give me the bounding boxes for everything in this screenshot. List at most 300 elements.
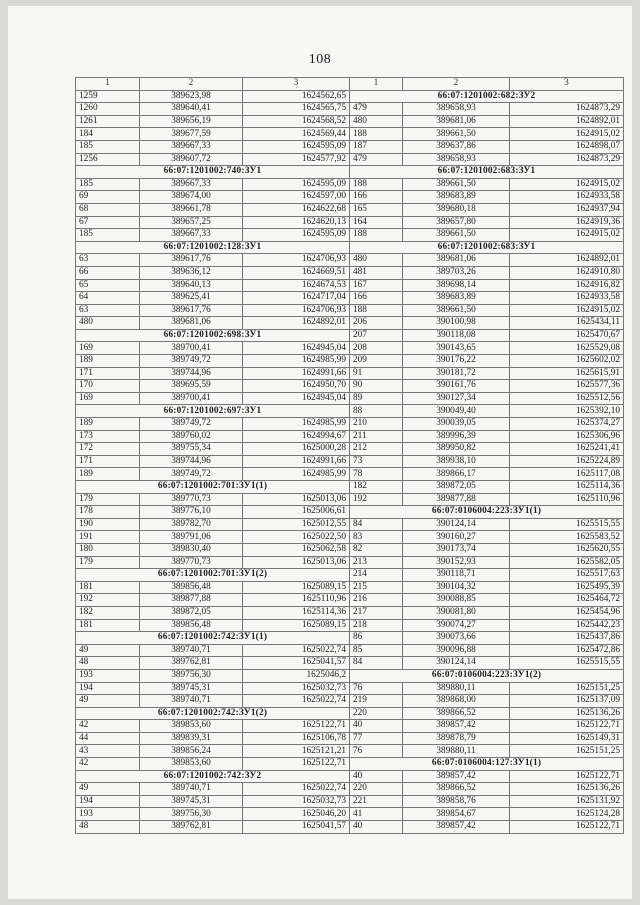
y-coordinate-cell: 1624706,93 bbox=[243, 254, 350, 267]
y-coordinate-cell: 1625615,91 bbox=[510, 367, 624, 380]
table-row bbox=[350, 795, 624, 808]
x-coordinate-cell: 390160,27 bbox=[403, 531, 510, 544]
y-coordinate-cell: 1624873,29 bbox=[510, 103, 624, 116]
y-coordinate-cell: 1625472,86 bbox=[510, 644, 624, 657]
table-row bbox=[76, 266, 350, 279]
point-number-cell: 78 bbox=[350, 468, 403, 481]
parcel-heading-row bbox=[76, 770, 350, 783]
y-coordinate-cell: 1624898,07 bbox=[510, 140, 624, 153]
x-coordinate-cell: 390074,27 bbox=[403, 619, 510, 632]
y-coordinate-cell: 1624892,01 bbox=[510, 115, 624, 128]
x-coordinate-cell: 389938,10 bbox=[403, 455, 510, 468]
table-row bbox=[350, 695, 624, 708]
table-row bbox=[76, 657, 350, 670]
x-coordinate-cell: 389950,82 bbox=[403, 443, 510, 456]
y-coordinate-cell: 1625437,86 bbox=[510, 632, 624, 645]
table-row bbox=[350, 821, 624, 834]
x-coordinate-cell: 389856,48 bbox=[140, 581, 243, 594]
x-coordinate-cell: 390124,14 bbox=[403, 518, 510, 531]
y-coordinate-cell: 1625442,23 bbox=[510, 619, 624, 632]
table-row bbox=[76, 531, 350, 544]
y-coordinate-cell: 1624669,51 bbox=[243, 266, 350, 279]
x-coordinate-cell: 389791,06 bbox=[140, 531, 243, 544]
point-number-cell: 86 bbox=[350, 632, 403, 645]
table-row bbox=[76, 229, 350, 242]
y-coordinate-cell: 1624620,13 bbox=[243, 216, 350, 229]
table-header-row bbox=[76, 78, 350, 91]
point-number-cell: 40 bbox=[350, 720, 403, 733]
point-number-cell: 88 bbox=[350, 405, 403, 418]
coordinates-table-right bbox=[349, 77, 624, 834]
x-coordinate-cell: 389744,96 bbox=[140, 455, 243, 468]
point-number-cell: 220 bbox=[350, 707, 403, 720]
table-row bbox=[76, 644, 350, 657]
point-number-cell: 479 bbox=[350, 153, 403, 166]
x-coordinate-cell: 389674,00 bbox=[140, 191, 243, 204]
point-number-cell: 481 bbox=[350, 266, 403, 279]
point-number-cell: 69 bbox=[76, 191, 140, 204]
point-number-cell: 179 bbox=[76, 556, 140, 569]
point-number-cell: 220 bbox=[350, 783, 403, 796]
x-coordinate-cell: 389661,50 bbox=[403, 304, 510, 317]
point-number-cell: 214 bbox=[350, 569, 403, 582]
x-coordinate-cell: 389658,93 bbox=[403, 153, 510, 166]
y-coordinate-cell: 1625374,27 bbox=[510, 418, 624, 431]
table-row bbox=[76, 279, 350, 292]
y-coordinate-cell: 1625114,36 bbox=[243, 606, 350, 619]
x-coordinate-cell: 390100,98 bbox=[403, 317, 510, 330]
point-number-cell: 1261 bbox=[76, 115, 140, 128]
y-coordinate-cell: 1625110,96 bbox=[243, 594, 350, 607]
table-row bbox=[350, 493, 624, 506]
y-coordinate-cell: 1624985,99 bbox=[243, 355, 350, 368]
table-row bbox=[76, 606, 350, 619]
x-coordinate-cell: 389745,31 bbox=[140, 682, 243, 695]
x-coordinate-cell: 389661,78 bbox=[140, 203, 243, 216]
point-number-cell: 188 bbox=[350, 304, 403, 317]
y-coordinate-cell: 1625106,78 bbox=[243, 732, 350, 745]
x-coordinate-cell: 389636,12 bbox=[140, 266, 243, 279]
x-coordinate-cell: 389681,06 bbox=[403, 254, 510, 267]
point-number-cell: 49 bbox=[76, 783, 140, 796]
point-number-cell: 189 bbox=[76, 418, 140, 431]
point-number-cell: 479 bbox=[350, 103, 403, 116]
table-row bbox=[76, 695, 350, 708]
table-row bbox=[350, 518, 624, 531]
x-coordinate-cell: 389996,39 bbox=[403, 430, 510, 443]
table-row bbox=[76, 103, 350, 116]
x-coordinate-cell: 389683,89 bbox=[403, 191, 510, 204]
point-number-cell: 48 bbox=[76, 821, 140, 834]
point-number-cell: 84 bbox=[350, 657, 403, 670]
y-coordinate-cell: 1625012,55 bbox=[243, 518, 350, 531]
column-number-cell: 2 bbox=[140, 78, 243, 91]
x-coordinate-cell: 390161,76 bbox=[403, 380, 510, 393]
table-row bbox=[350, 543, 624, 556]
y-coordinate-cell: 1624597,00 bbox=[243, 191, 350, 204]
y-coordinate-cell: 1625089,15 bbox=[243, 619, 350, 632]
y-coordinate-cell: 1625602,02 bbox=[510, 355, 624, 368]
x-coordinate-cell: 389866,52 bbox=[403, 783, 510, 796]
x-coordinate-cell: 389880,11 bbox=[403, 682, 510, 695]
y-coordinate-cell: 1625149,31 bbox=[510, 732, 624, 745]
y-coordinate-cell: 1625151,25 bbox=[510, 682, 624, 695]
point-number-cell: 480 bbox=[350, 254, 403, 267]
x-coordinate-cell: 389868,00 bbox=[403, 695, 510, 708]
x-coordinate-cell: 389878,79 bbox=[403, 732, 510, 745]
y-coordinate-cell: 1624991,66 bbox=[243, 367, 350, 380]
x-coordinate-cell: 390096,88 bbox=[403, 644, 510, 657]
y-coordinate-cell: 1625032,73 bbox=[243, 795, 350, 808]
point-number-cell: 190 bbox=[76, 518, 140, 531]
point-number-cell: 49 bbox=[76, 695, 140, 708]
y-coordinate-cell: 1624945,04 bbox=[243, 342, 350, 355]
y-coordinate-cell: 1624991,66 bbox=[243, 455, 350, 468]
table-row bbox=[76, 443, 350, 456]
table-row bbox=[76, 468, 350, 481]
parcel-heading-row bbox=[350, 669, 624, 682]
x-coordinate-cell: 390039,05 bbox=[403, 418, 510, 431]
y-coordinate-cell: 1624577,92 bbox=[243, 153, 350, 166]
table-row bbox=[76, 216, 350, 229]
y-coordinate-cell: 1625122,71 bbox=[510, 720, 624, 733]
point-number-cell: 194 bbox=[76, 682, 140, 695]
point-number-cell: 181 bbox=[76, 581, 140, 594]
table-row bbox=[350, 229, 624, 242]
table-row bbox=[76, 430, 350, 443]
parcel-heading-row bbox=[350, 241, 624, 254]
parcel-cadastral-number: 66:07:1201002:683:ЗУ1 bbox=[350, 166, 624, 179]
parcel-heading-row bbox=[76, 632, 350, 645]
point-number-cell: 64 bbox=[76, 292, 140, 305]
table-row bbox=[350, 657, 624, 670]
point-number-cell: 212 bbox=[350, 443, 403, 456]
y-coordinate-cell: 1625046,2 bbox=[243, 669, 350, 682]
x-coordinate-cell: 389640,41 bbox=[140, 103, 243, 116]
x-coordinate-cell: 389756,30 bbox=[140, 808, 243, 821]
x-coordinate-cell: 389637,86 bbox=[403, 140, 510, 153]
point-number-cell: 170 bbox=[76, 380, 140, 393]
parcel-cadastral-number: 66:07:0106004:223:ЗУ1(1) bbox=[350, 506, 624, 519]
x-coordinate-cell: 389839,31 bbox=[140, 732, 243, 745]
column-number-cell: 1 bbox=[76, 78, 140, 91]
x-coordinate-cell: 389858,76 bbox=[403, 795, 510, 808]
point-number-cell: 211 bbox=[350, 430, 403, 443]
x-coordinate-cell: 389658,93 bbox=[403, 103, 510, 116]
y-coordinate-cell: 1624915,02 bbox=[510, 229, 624, 242]
point-number-cell: 42 bbox=[76, 758, 140, 771]
table-row bbox=[350, 115, 624, 128]
table-row bbox=[350, 632, 624, 645]
table-row bbox=[350, 745, 624, 758]
table-row bbox=[350, 594, 624, 607]
point-number-cell: 178 bbox=[76, 506, 140, 519]
y-coordinate-cell: 1624933,58 bbox=[510, 191, 624, 204]
y-coordinate-cell: 1624933,58 bbox=[510, 292, 624, 305]
point-number-cell: 188 bbox=[350, 128, 403, 141]
y-coordinate-cell: 1625224,89 bbox=[510, 455, 624, 468]
x-coordinate-cell: 389661,50 bbox=[403, 178, 510, 191]
x-coordinate-cell: 389661,50 bbox=[403, 229, 510, 242]
table-row bbox=[76, 355, 350, 368]
y-coordinate-cell: 1624919,36 bbox=[510, 216, 624, 229]
parcel-cadastral-number: 66:07:1201002:682:ЗУ2 bbox=[350, 90, 624, 103]
x-coordinate-cell: 389866,52 bbox=[403, 707, 510, 720]
x-coordinate-cell: 389625,41 bbox=[140, 292, 243, 305]
y-coordinate-cell: 1624950,70 bbox=[243, 380, 350, 393]
table-row bbox=[76, 115, 350, 128]
table-row bbox=[350, 380, 624, 393]
table-row bbox=[76, 745, 350, 758]
x-coordinate-cell: 389681,06 bbox=[403, 115, 510, 128]
table-row bbox=[350, 418, 624, 431]
y-coordinate-cell: 1625022,74 bbox=[243, 695, 350, 708]
x-coordinate-cell: 389770,73 bbox=[140, 556, 243, 569]
y-coordinate-cell: 1624915,02 bbox=[510, 178, 624, 191]
x-coordinate-cell: 389749,72 bbox=[140, 355, 243, 368]
point-number-cell: 480 bbox=[76, 317, 140, 330]
y-coordinate-cell: 1625495,39 bbox=[510, 581, 624, 594]
point-number-cell: 83 bbox=[350, 531, 403, 544]
point-number-cell: 171 bbox=[76, 367, 140, 380]
x-coordinate-cell: 389740,71 bbox=[140, 644, 243, 657]
y-coordinate-cell: 1625131,92 bbox=[510, 795, 624, 808]
x-coordinate-cell: 389762,81 bbox=[140, 657, 243, 670]
x-coordinate-cell: 389745,31 bbox=[140, 795, 243, 808]
x-coordinate-cell: 390104,32 bbox=[403, 581, 510, 594]
y-coordinate-cell: 1625470,67 bbox=[510, 329, 624, 342]
point-number-cell: 192 bbox=[76, 594, 140, 607]
point-number-cell: 63 bbox=[76, 304, 140, 317]
table-row bbox=[350, 355, 624, 368]
y-coordinate-cell: 1625114,36 bbox=[510, 481, 624, 494]
table-row bbox=[76, 506, 350, 519]
x-coordinate-cell: 389657,25 bbox=[140, 216, 243, 229]
point-number-cell: 167 bbox=[350, 279, 403, 292]
point-number-cell: 41 bbox=[350, 808, 403, 821]
point-number-cell: 90 bbox=[350, 380, 403, 393]
parcel-heading-row bbox=[76, 707, 350, 720]
point-number-cell: 179 bbox=[76, 493, 140, 506]
y-coordinate-cell: 1625137,09 bbox=[510, 695, 624, 708]
point-number-cell: 169 bbox=[76, 342, 140, 355]
x-coordinate-cell: 389856,48 bbox=[140, 619, 243, 632]
x-coordinate-cell: 389623,98 bbox=[140, 90, 243, 103]
y-coordinate-cell: 1625136,26 bbox=[510, 783, 624, 796]
point-number-cell: 49 bbox=[76, 644, 140, 657]
parcel-heading-row bbox=[76, 481, 350, 494]
table-row bbox=[350, 619, 624, 632]
point-number-cell: 208 bbox=[350, 342, 403, 355]
parcel-cadastral-number: 66:07:1201002:697:ЗУ1 bbox=[76, 405, 350, 418]
y-coordinate-cell: 1624595,09 bbox=[243, 229, 350, 242]
y-coordinate-cell: 1625122,71 bbox=[243, 720, 350, 733]
y-coordinate-cell: 1624945,04 bbox=[243, 392, 350, 405]
y-coordinate-cell: 1625512,56 bbox=[510, 392, 624, 405]
x-coordinate-cell: 389700,41 bbox=[140, 342, 243, 355]
y-coordinate-cell: 1624892,01 bbox=[510, 254, 624, 267]
parcel-heading-row bbox=[350, 166, 624, 179]
y-coordinate-cell: 1625454,96 bbox=[510, 606, 624, 619]
table-row bbox=[350, 140, 624, 153]
parcel-heading-row bbox=[350, 758, 624, 771]
y-coordinate-cell: 1625046,20 bbox=[243, 808, 350, 821]
table-row bbox=[350, 581, 624, 594]
table-row bbox=[350, 367, 624, 380]
y-coordinate-cell: 1625124,28 bbox=[510, 808, 624, 821]
point-number-cell: 42 bbox=[76, 720, 140, 733]
x-coordinate-cell: 389877,88 bbox=[140, 594, 243, 607]
table-row bbox=[350, 178, 624, 191]
table-row bbox=[76, 191, 350, 204]
table-row bbox=[76, 418, 350, 431]
x-coordinate-cell: 389877,88 bbox=[403, 493, 510, 506]
parcel-cadastral-number: 66:07:1201002:742:ЗУ1(2) bbox=[76, 707, 350, 720]
table-row bbox=[350, 191, 624, 204]
table-row bbox=[76, 203, 350, 216]
y-coordinate-cell: 1625110,96 bbox=[510, 493, 624, 506]
x-coordinate-cell: 390152,93 bbox=[403, 556, 510, 569]
parcel-cadastral-number: 66:07:0106004:127:ЗУ1(1) bbox=[350, 758, 624, 771]
x-coordinate-cell: 389657,80 bbox=[403, 216, 510, 229]
x-coordinate-cell: 389667,33 bbox=[140, 178, 243, 191]
table-row bbox=[350, 292, 624, 305]
table-header-row bbox=[350, 78, 624, 91]
x-coordinate-cell: 390118,08 bbox=[403, 329, 510, 342]
table-row bbox=[350, 808, 624, 821]
y-coordinate-cell: 1625041,57 bbox=[243, 657, 350, 670]
column-number-cell: 3 bbox=[243, 78, 350, 91]
x-coordinate-cell: 389681,06 bbox=[140, 317, 243, 330]
table-row bbox=[76, 392, 350, 405]
y-coordinate-cell: 1624595,09 bbox=[243, 178, 350, 191]
point-number-cell: 66 bbox=[76, 266, 140, 279]
x-coordinate-cell: 389872,05 bbox=[403, 481, 510, 494]
y-coordinate-cell: 1624985,99 bbox=[243, 468, 350, 481]
point-number-cell: 76 bbox=[350, 682, 403, 695]
table-row bbox=[76, 821, 350, 834]
y-coordinate-cell: 1625062,58 bbox=[243, 543, 350, 556]
table-row bbox=[350, 569, 624, 582]
point-number-cell: 40 bbox=[350, 770, 403, 783]
x-coordinate-cell: 389782,70 bbox=[140, 518, 243, 531]
x-coordinate-cell: 389640,13 bbox=[140, 279, 243, 292]
y-coordinate-cell: 1624985,99 bbox=[243, 418, 350, 431]
point-number-cell: 185 bbox=[76, 140, 140, 153]
y-coordinate-cell: 1625013,06 bbox=[243, 493, 350, 506]
y-coordinate-cell: 1625151,25 bbox=[510, 745, 624, 758]
point-number-cell: 166 bbox=[350, 292, 403, 305]
table-row bbox=[350, 216, 624, 229]
parcel-cadastral-number: 66:07:1201002:742:ЗУ2 bbox=[76, 770, 350, 783]
y-coordinate-cell: 1625117,08 bbox=[510, 468, 624, 481]
x-coordinate-cell: 389661,50 bbox=[403, 128, 510, 141]
x-coordinate-cell: 389617,76 bbox=[140, 254, 243, 267]
y-coordinate-cell: 1625515,55 bbox=[510, 657, 624, 670]
x-coordinate-cell: 390088,85 bbox=[403, 594, 510, 607]
point-number-cell: 91 bbox=[350, 367, 403, 380]
point-number-cell: 65 bbox=[76, 279, 140, 292]
point-number-cell: 73 bbox=[350, 455, 403, 468]
table-row bbox=[76, 758, 350, 771]
table-row bbox=[350, 443, 624, 456]
point-number-cell: 188 bbox=[350, 229, 403, 242]
x-coordinate-cell: 389667,33 bbox=[140, 140, 243, 153]
parcel-cadastral-number: 66:07:1201002:683:ЗУ1 bbox=[350, 241, 624, 254]
x-coordinate-cell: 389755,34 bbox=[140, 443, 243, 456]
y-coordinate-cell: 1624915,02 bbox=[510, 304, 624, 317]
point-number-cell: 44 bbox=[76, 732, 140, 745]
x-coordinate-cell: 389677,59 bbox=[140, 128, 243, 141]
x-coordinate-cell: 389872,05 bbox=[140, 606, 243, 619]
x-coordinate-cell: 389617,76 bbox=[140, 304, 243, 317]
x-coordinate-cell: 390181,72 bbox=[403, 367, 510, 380]
x-coordinate-cell: 389856,24 bbox=[140, 745, 243, 758]
y-coordinate-cell: 1625000,28 bbox=[243, 443, 350, 456]
table-row bbox=[350, 329, 624, 342]
point-number-cell: 63 bbox=[76, 254, 140, 267]
y-coordinate-cell: 1624915,02 bbox=[510, 128, 624, 141]
point-number-cell: 67 bbox=[76, 216, 140, 229]
table-row bbox=[350, 732, 624, 745]
x-coordinate-cell: 390173,74 bbox=[403, 543, 510, 556]
y-coordinate-cell: 1624674,53 bbox=[243, 279, 350, 292]
y-coordinate-cell: 1624892,01 bbox=[243, 317, 350, 330]
point-number-cell: 48 bbox=[76, 657, 140, 670]
point-number-cell: 210 bbox=[350, 418, 403, 431]
point-number-cell: 191 bbox=[76, 531, 140, 544]
point-number-cell: 192 bbox=[350, 493, 403, 506]
x-coordinate-cell: 390127,34 bbox=[403, 392, 510, 405]
y-coordinate-cell: 1625121,21 bbox=[243, 745, 350, 758]
table-row bbox=[350, 304, 624, 317]
y-coordinate-cell: 1625122,71 bbox=[243, 758, 350, 771]
point-number-cell: 181 bbox=[76, 619, 140, 632]
y-coordinate-cell: 1624565,75 bbox=[243, 103, 350, 116]
y-coordinate-cell: 1625241,41 bbox=[510, 443, 624, 456]
point-number-cell: 89 bbox=[350, 392, 403, 405]
x-coordinate-cell: 390073,66 bbox=[403, 632, 510, 645]
point-number-cell: 1259 bbox=[76, 90, 140, 103]
point-number-cell: 207 bbox=[350, 329, 403, 342]
x-coordinate-cell: 389744,96 bbox=[140, 367, 243, 380]
y-coordinate-cell: 1625013,06 bbox=[243, 556, 350, 569]
x-coordinate-cell: 389749,72 bbox=[140, 468, 243, 481]
y-coordinate-cell: 1625620,55 bbox=[510, 543, 624, 556]
table-row bbox=[76, 594, 350, 607]
x-coordinate-cell: 389680,18 bbox=[403, 203, 510, 216]
parcel-heading-row bbox=[76, 569, 350, 582]
table-row bbox=[350, 455, 624, 468]
y-coordinate-cell: 1625517,63 bbox=[510, 569, 624, 582]
parcel-heading-row bbox=[76, 405, 350, 418]
point-number-cell: 213 bbox=[350, 556, 403, 569]
table-row bbox=[76, 304, 350, 317]
page-number: 108 bbox=[308, 52, 332, 67]
x-coordinate-cell: 390124,14 bbox=[403, 657, 510, 670]
table-row bbox=[76, 380, 350, 393]
table-row bbox=[350, 682, 624, 695]
point-number-cell: 206 bbox=[350, 317, 403, 330]
point-number-cell: 40 bbox=[350, 821, 403, 834]
point-number-cell: 84 bbox=[350, 518, 403, 531]
y-coordinate-cell: 1624873,29 bbox=[510, 153, 624, 166]
point-number-cell: 182 bbox=[76, 606, 140, 619]
table-row bbox=[76, 317, 350, 330]
x-coordinate-cell: 389853,60 bbox=[140, 758, 243, 771]
y-coordinate-cell: 1625577,36 bbox=[510, 380, 624, 393]
point-number-cell: 85 bbox=[350, 644, 403, 657]
